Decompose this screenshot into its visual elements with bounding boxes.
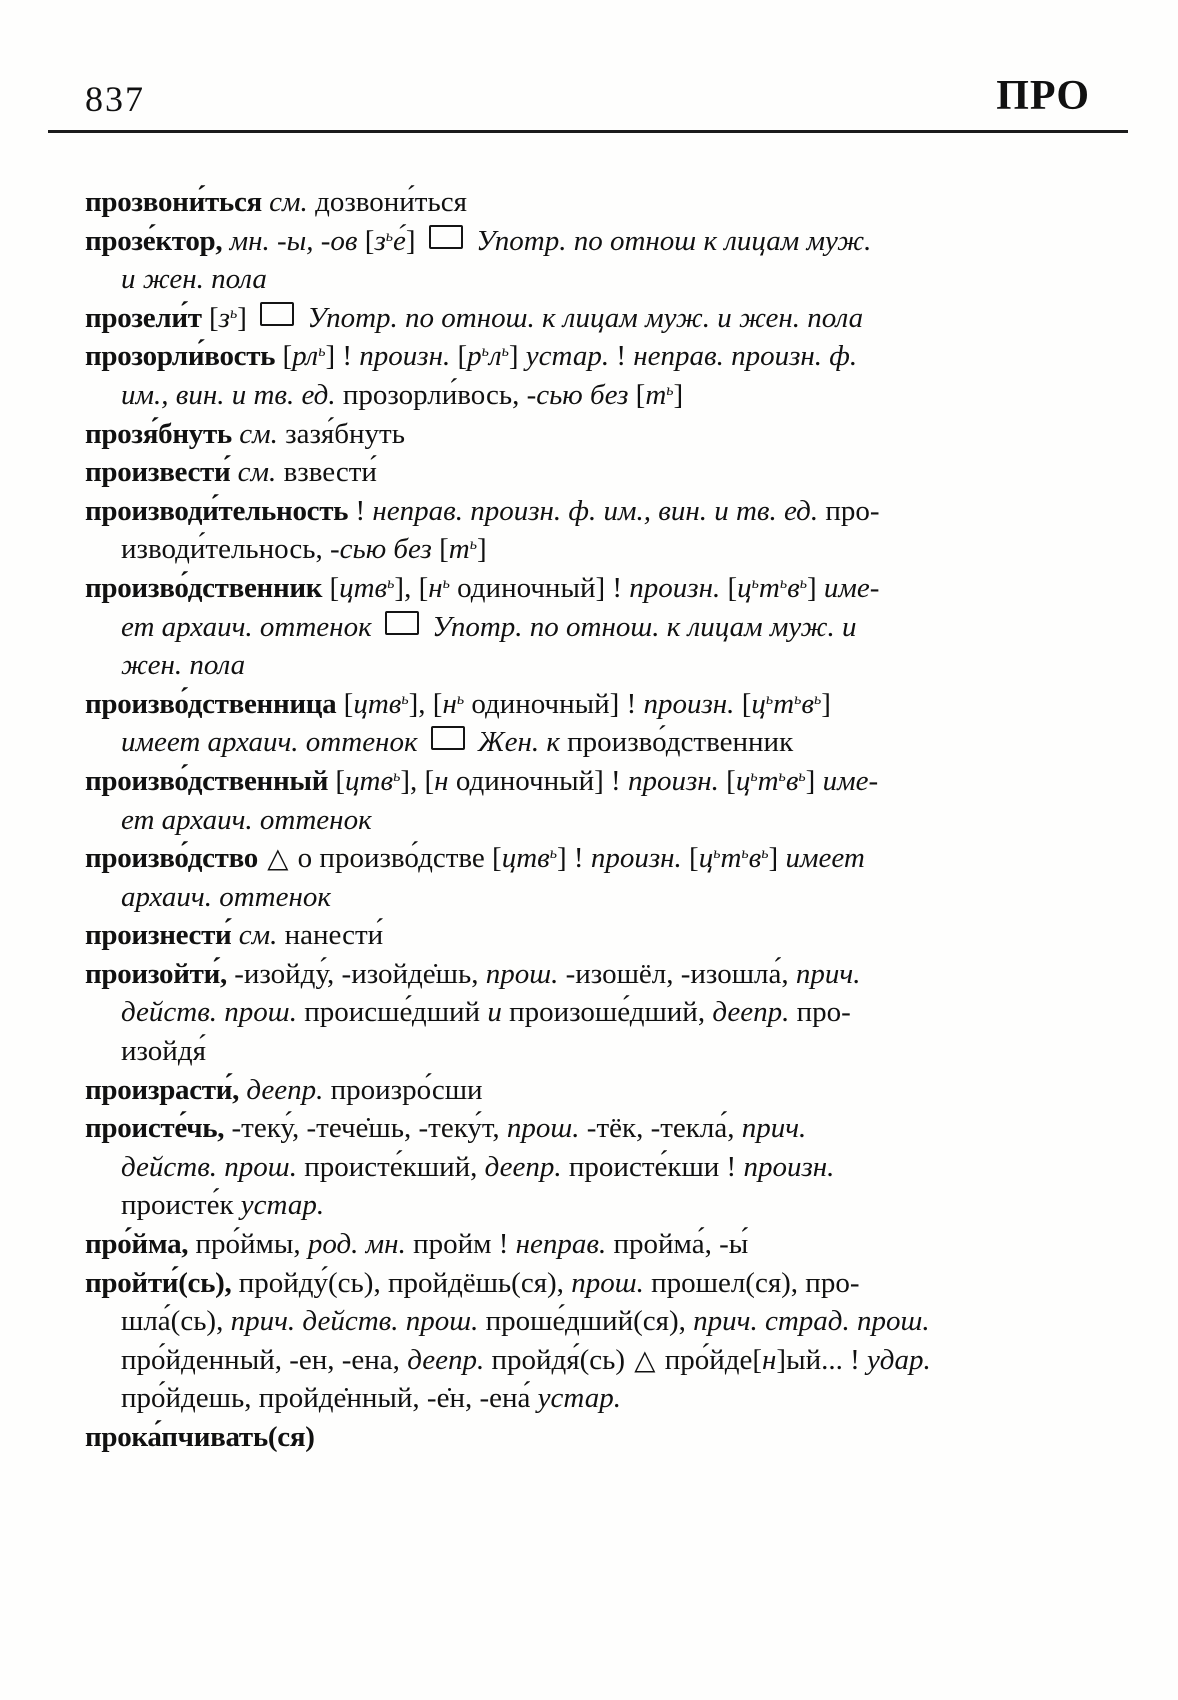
text-segment: т bbox=[645, 378, 667, 411]
text-segment: проше́дший(ся), bbox=[478, 1305, 694, 1338]
text-segment: ь bbox=[778, 768, 786, 786]
text-segment: ь bbox=[393, 768, 401, 786]
text-segment: цтв bbox=[353, 687, 402, 720]
text-segment: произво́дственник bbox=[85, 571, 323, 604]
text-segment: произнести́ bbox=[85, 919, 232, 952]
entry-line bbox=[85, 955, 1010, 994]
entry-line bbox=[85, 337, 1010, 376]
text-segment: ! bbox=[348, 494, 373, 527]
text-segment: произн. bbox=[629, 571, 721, 604]
entry-line bbox=[85, 878, 1010, 917]
box-symbol-icon bbox=[429, 225, 463, 249]
text-segment: [ bbox=[628, 378, 646, 411]
text-segment: з bbox=[374, 224, 386, 257]
text-segment: -тёк, -текла́, bbox=[579, 1112, 742, 1145]
text-segment: -сью без bbox=[526, 378, 629, 411]
text-segment: ь bbox=[751, 575, 759, 593]
text-segment: про́ймы, bbox=[188, 1228, 308, 1261]
text-segment: цтв bbox=[339, 571, 388, 604]
text-segment: про́йдешь, пройде̇нный, -е̇н, -ена́ bbox=[121, 1382, 538, 1415]
text-segment: произн. bbox=[627, 764, 719, 797]
text-segment: прока́пчивать(ся) bbox=[85, 1421, 315, 1453]
text-segment: про- bbox=[818, 494, 880, 527]
text-segment: ], [ bbox=[394, 571, 429, 604]
text-segment: -сью без bbox=[330, 533, 432, 566]
text-segment: ] bbox=[768, 842, 786, 875]
text-segment: действ. прош. bbox=[121, 996, 297, 1029]
text-segment: произро́сши bbox=[323, 1073, 483, 1106]
text-segment: [ bbox=[328, 764, 346, 797]
text-segment: про́йденный, -ен, -ена, bbox=[121, 1343, 408, 1376]
text-segment: [ bbox=[718, 764, 736, 797]
entry-line bbox=[85, 299, 1010, 338]
text-segment: ь bbox=[401, 690, 409, 708]
text-segment: произн. bbox=[643, 687, 735, 720]
text-segment: произвести́ bbox=[85, 456, 231, 489]
text-segment: изойдя́ bbox=[121, 1035, 206, 1068]
text-segment: е́ bbox=[393, 224, 406, 257]
text-segment: име- bbox=[823, 571, 880, 604]
text-segment: произво́дство bbox=[85, 842, 258, 875]
text-segment: пройти́(сь), bbox=[85, 1266, 232, 1299]
entry-line bbox=[85, 1302, 1010, 1341]
text-segment: устар. bbox=[525, 340, 610, 373]
entry-line bbox=[85, 608, 1010, 647]
text-segment: т bbox=[773, 687, 795, 720]
text-segment: -изойду́, -изойде̇шь, bbox=[226, 957, 486, 990]
text-segment: см. bbox=[230, 456, 277, 489]
text-segment: и жен. пола bbox=[121, 263, 267, 296]
text-segment: см. bbox=[231, 919, 278, 952]
text-segment: произн. bbox=[743, 1150, 835, 1183]
text-segment: ь bbox=[765, 690, 774, 708]
text-segment: прозе́ктор, bbox=[85, 224, 223, 257]
text-segment: имеет архаич. оттенок bbox=[121, 726, 425, 759]
text-segment: ], [ bbox=[408, 687, 443, 720]
text-segment: происте́к bbox=[121, 1189, 241, 1222]
entry-line bbox=[85, 916, 1010, 955]
entry-line bbox=[85, 993, 1010, 1032]
text-segment: в bbox=[787, 571, 800, 604]
text-segment: произойти́, bbox=[85, 957, 227, 990]
text-segment: деепр. bbox=[407, 1343, 485, 1376]
text-segment: ] bbox=[476, 533, 487, 566]
text-segment: устар. bbox=[537, 1382, 621, 1415]
text-segment: шла́(сь), bbox=[121, 1305, 231, 1338]
text-segment: произво́дственник bbox=[559, 726, 794, 759]
text-segment: ь bbox=[387, 575, 395, 593]
entry-line bbox=[85, 1109, 1010, 1148]
text-segment: действ. прош. bbox=[121, 1150, 297, 1183]
text-segment: произрасти́, bbox=[85, 1073, 240, 1106]
text-segment: прош. bbox=[506, 1112, 580, 1145]
text-segment: произво́дственный bbox=[85, 764, 329, 797]
entry-line bbox=[85, 1186, 1010, 1225]
text-segment: прош. bbox=[485, 957, 559, 990]
text-segment: архаич. оттенок bbox=[121, 880, 331, 913]
text-segment: прозя́бнуть bbox=[85, 417, 232, 450]
text-segment: -изошёл, -изошла́, bbox=[558, 957, 796, 990]
entry-line bbox=[85, 530, 1010, 569]
entry-line bbox=[85, 762, 1010, 801]
text-segment: про́йма, bbox=[85, 1228, 189, 1261]
box-symbol-icon bbox=[431, 726, 465, 750]
text-segment: одиночный] ! bbox=[449, 571, 630, 604]
text-segment: пройм ! bbox=[405, 1228, 516, 1261]
entry-line bbox=[85, 183, 1010, 222]
text-segment: Употр. по отнош. к лицам муж. и жен. пола bbox=[300, 301, 864, 334]
text-segment: произн. bbox=[359, 340, 451, 373]
entry-line bbox=[85, 1418, 1010, 1457]
text-segment: ь bbox=[799, 575, 807, 593]
text-segment: ц bbox=[735, 764, 751, 797]
text-segment: дозвони́ться bbox=[307, 186, 467, 218]
text-segment: [ bbox=[431, 533, 449, 566]
text-segment: взвести́ bbox=[276, 456, 377, 489]
text-segment: т bbox=[720, 842, 742, 875]
text-segment: изводи́тельнось, bbox=[121, 533, 330, 566]
text-segment: происте́кший, bbox=[296, 1150, 485, 1183]
entry-line bbox=[85, 492, 1010, 531]
text-segment: род. мн. bbox=[307, 1228, 406, 1261]
entry-line bbox=[85, 1225, 1010, 1264]
text-segment: прозорли́вость bbox=[85, 340, 276, 373]
text-segment: [ bbox=[322, 571, 340, 604]
text-segment: нанести́ bbox=[277, 919, 384, 952]
text-segment: прич. страд. прош. bbox=[693, 1305, 930, 1338]
text-segment: в bbox=[785, 764, 799, 797]
text-segment: [ bbox=[450, 340, 468, 373]
text-segment: в bbox=[801, 687, 814, 720]
entry-line bbox=[85, 646, 1010, 685]
text-segment: ет архаич. оттенок bbox=[121, 610, 379, 643]
entries bbox=[0, 133, 1178, 1457]
text-segment: ь bbox=[501, 343, 509, 361]
entry-line bbox=[85, 1032, 1010, 1071]
text-segment: ]ый... ! bbox=[776, 1343, 867, 1376]
text-segment: н bbox=[428, 571, 443, 604]
text-segment: з bbox=[218, 301, 230, 334]
text-segment: пройдя́(сь) bbox=[484, 1343, 633, 1376]
text-segment: [ bbox=[357, 224, 375, 257]
text-segment: ] bbox=[237, 301, 255, 334]
text-segment: р bbox=[467, 340, 482, 373]
triangle-symbol-icon: △ bbox=[267, 842, 289, 874]
text-segment: [ bbox=[681, 842, 699, 875]
entry-line bbox=[85, 260, 1010, 299]
text-segment: ] bbox=[805, 764, 823, 797]
entry-line bbox=[85, 376, 1010, 415]
text-segment: ! bbox=[609, 340, 634, 373]
text-segment: -теку́, -тече̇шь, -теку́т, bbox=[224, 1112, 507, 1145]
text-segment: ц bbox=[698, 842, 714, 875]
text-segment: ц bbox=[751, 687, 766, 720]
text-segment: деепр. bbox=[712, 996, 790, 1029]
text-segment: [ bbox=[734, 687, 752, 720]
text-segment: ь bbox=[481, 343, 489, 361]
text-segment: деепр. bbox=[239, 1073, 324, 1106]
text-segment: [ bbox=[720, 571, 738, 604]
text-segment: прич. bbox=[741, 1112, 807, 1145]
text-segment: неправ. bbox=[515, 1228, 607, 1261]
box-symbol-icon bbox=[385, 611, 419, 635]
text-segment: ь bbox=[741, 845, 749, 863]
box-symbol-icon bbox=[260, 302, 294, 326]
text-segment: удар. bbox=[867, 1343, 931, 1376]
text-segment: т bbox=[448, 533, 470, 566]
text-segment: происте́чь, bbox=[85, 1112, 225, 1145]
text-segment: неправ. произн. ф. bbox=[633, 340, 858, 373]
text-segment: [ bbox=[275, 340, 293, 373]
text-segment: ь bbox=[666, 382, 674, 400]
text-segment: в bbox=[748, 842, 762, 875]
text-segment: неправ. произн. ф. им., вин. и тв. ед. bbox=[372, 494, 819, 527]
text-segment: ь bbox=[813, 690, 822, 708]
text-segment: н bbox=[434, 764, 449, 797]
text-segment: мн. -ы, -ов bbox=[222, 224, 358, 257]
text-segment: ] ! bbox=[325, 340, 360, 373]
text-segment: произн. bbox=[590, 842, 682, 875]
text-segment: ь bbox=[779, 575, 788, 593]
text-segment: см. bbox=[261, 186, 308, 218]
text-segment: про- bbox=[789, 996, 851, 1029]
entry-line bbox=[85, 801, 1010, 840]
text-segment: прошел(ся), про- bbox=[643, 1266, 860, 1299]
text-segment: ] ! bbox=[556, 842, 591, 875]
entry-line bbox=[85, 723, 1010, 762]
text-segment: ь bbox=[469, 536, 477, 554]
entry-line bbox=[85, 685, 1010, 724]
text-segment: ь bbox=[318, 343, 326, 361]
text-segment: ь bbox=[761, 845, 769, 863]
text-segment: пройду́(сь), пройдёшь(ся), bbox=[231, 1266, 572, 1299]
text-segment: прич. действ. прош. bbox=[230, 1305, 479, 1338]
text-segment bbox=[258, 842, 265, 874]
text-segment: Употр. по отнош. к лицам муж. и bbox=[424, 610, 857, 643]
entry-line bbox=[85, 415, 1010, 454]
triangle-symbol-icon: △ bbox=[634, 1343, 656, 1375]
text-segment: о произво́дстве [ bbox=[290, 842, 502, 875]
text-segment: ь bbox=[750, 768, 758, 786]
text-segment: и bbox=[487, 996, 502, 1029]
text-segment: происте́кши ! bbox=[561, 1150, 744, 1183]
text-segment: ь bbox=[385, 227, 394, 245]
text-segment: ] bbox=[821, 687, 831, 720]
text-segment: ь bbox=[713, 845, 721, 863]
text-segment: одиночный] ! bbox=[448, 764, 628, 797]
text-segment: н bbox=[442, 687, 457, 720]
text-segment: ь bbox=[442, 575, 450, 593]
text-segment: ], [ bbox=[400, 764, 435, 797]
text-segment: производи́тельность bbox=[85, 494, 349, 527]
text-segment: цтв bbox=[501, 842, 550, 875]
text-segment: име- bbox=[822, 764, 879, 797]
text-segment: Употр. по отнош к лицам муж. bbox=[468, 224, 872, 257]
text-segment: происше́дший bbox=[296, 996, 488, 1029]
text-segment: ] bbox=[405, 224, 423, 257]
text-segment: ет архаич. оттенок bbox=[121, 803, 372, 836]
text-segment: прош. bbox=[571, 1266, 644, 1299]
text-segment: ] bbox=[673, 378, 684, 411]
text-segment: ь bbox=[456, 690, 465, 708]
entry-line bbox=[85, 222, 1010, 261]
text-segment: ь bbox=[794, 690, 802, 708]
text-segment: произво́дственница bbox=[85, 687, 337, 720]
entry-line bbox=[85, 1379, 1010, 1418]
text-segment: пройма́, -ы́ bbox=[606, 1228, 749, 1261]
text-segment: ц bbox=[737, 571, 752, 604]
entry-line bbox=[85, 1071, 1010, 1110]
text-segment: прозорли́вось, bbox=[335, 378, 527, 411]
text-segment: устар. bbox=[240, 1189, 325, 1222]
text-segment: им., вин. и тв. ед. bbox=[121, 378, 336, 411]
text-segment: про́йде[ bbox=[657, 1343, 763, 1376]
text-segment: ] bbox=[508, 340, 526, 373]
text-segment: прич. bbox=[795, 957, 861, 990]
text-segment: ь bbox=[798, 768, 806, 786]
text-segment: Жен. к bbox=[470, 726, 560, 759]
guide-word: ПРО bbox=[996, 73, 1090, 119]
text-segment: т bbox=[757, 764, 779, 797]
text-segment: деепр. bbox=[484, 1150, 562, 1183]
entry-line bbox=[85, 1264, 1010, 1303]
text-segment: имеет bbox=[785, 842, 865, 875]
entry-line bbox=[85, 453, 1010, 492]
entry-line bbox=[85, 839, 1010, 878]
text-segment: произоше́дший, bbox=[501, 996, 713, 1029]
entry-line bbox=[85, 569, 1010, 608]
text-segment: цтв bbox=[345, 764, 394, 797]
entry-line bbox=[85, 1341, 1010, 1380]
page-header bbox=[0, 0, 1178, 120]
text-segment: зазя́бнуть bbox=[277, 417, 405, 450]
text-segment: см. bbox=[231, 417, 278, 450]
text-segment: л bbox=[488, 340, 502, 373]
text-segment: прозели́т bbox=[85, 301, 202, 334]
text-segment: ] bbox=[807, 571, 824, 604]
text-segment: [ bbox=[201, 301, 219, 334]
text-segment: ь bbox=[549, 845, 557, 863]
entry-line bbox=[85, 1148, 1010, 1187]
text-segment: ь bbox=[229, 305, 238, 323]
text-segment: н bbox=[762, 1343, 777, 1376]
text-segment: [ bbox=[336, 687, 354, 720]
text-segment: рл bbox=[292, 340, 319, 373]
text-segment: жен. пола bbox=[121, 649, 246, 682]
text-segment: прозвони́ться bbox=[85, 186, 262, 218]
text-segment: т bbox=[758, 571, 780, 604]
page-number: 837 bbox=[85, 79, 145, 119]
text-segment: одиночный] ! bbox=[464, 687, 644, 720]
